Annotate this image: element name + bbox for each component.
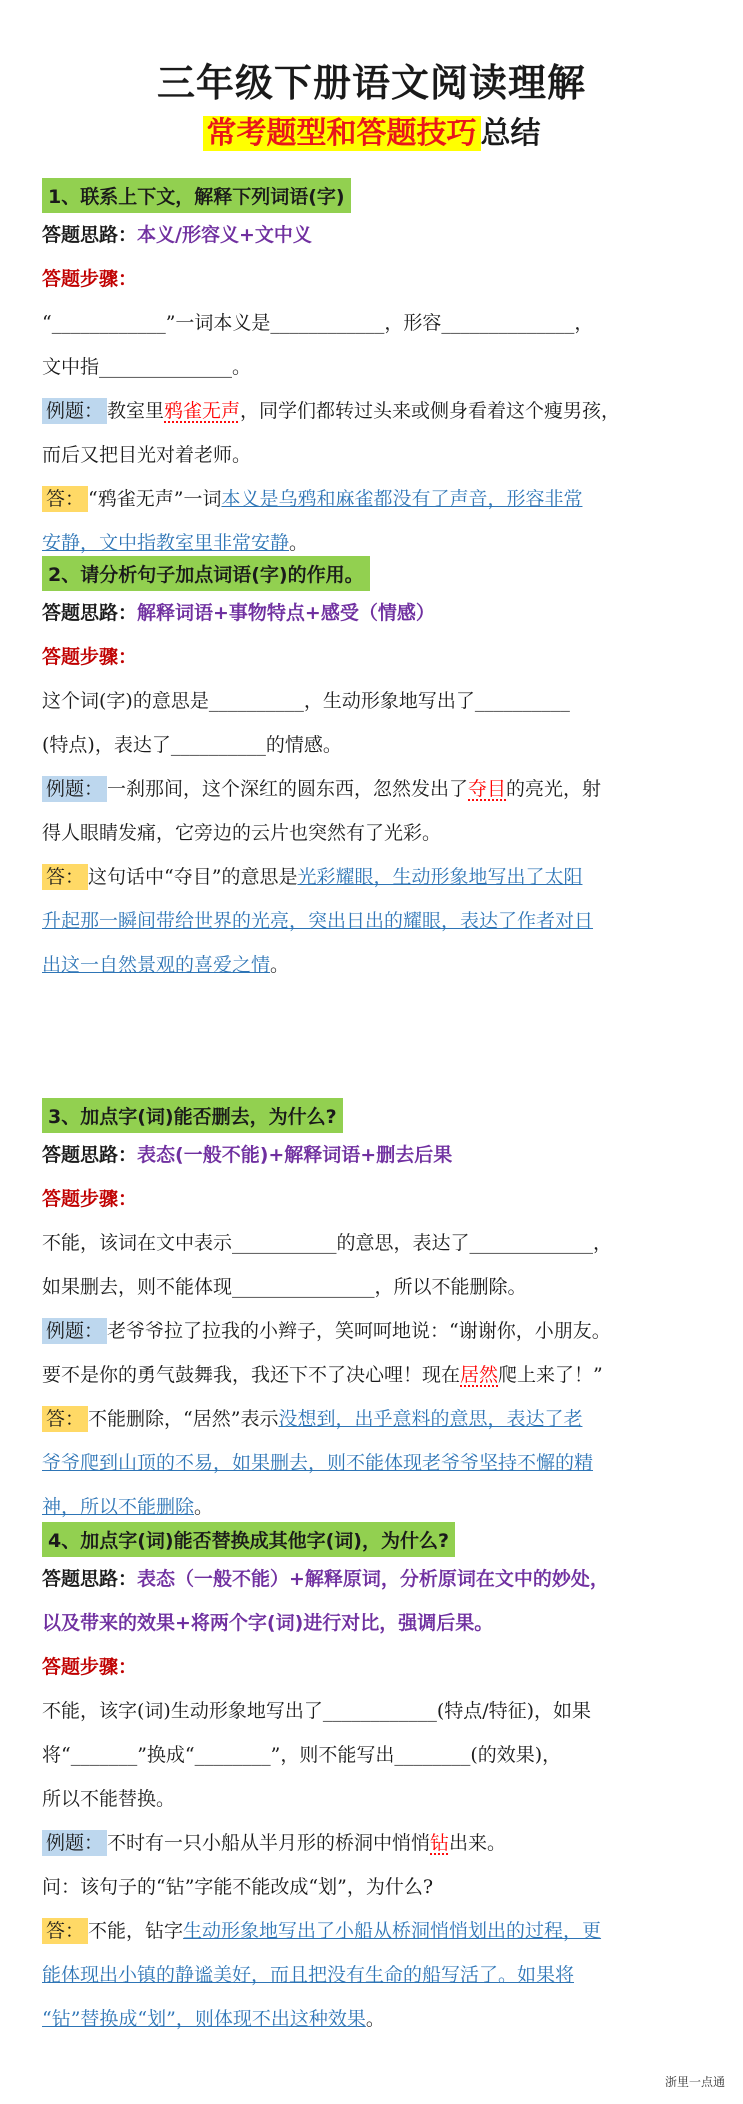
- key-word: 居然: [460, 1364, 499, 1386]
- answer-text: 出这一自然景观的喜爱之情: [42, 954, 271, 976]
- answer-text: 升起那一瞬间带给世界的光亮，突出日出的耀眼，表达了作者对日: [42, 910, 594, 932]
- idea-label: 答题思路：: [42, 1144, 138, 1166]
- section-2-idea: 解释词语+事物特点+感受（情感）: [137, 602, 435, 624]
- example-text: ，同学们都转过头来或侧身看着这个瘦男孩，: [240, 400, 621, 422]
- section-1-step-2: 文中指______________。: [42, 356, 252, 378]
- idea-label: 答题思路：: [42, 1568, 138, 1590]
- answer-text: 没想到，出乎意料的意思，表达了老: [278, 1408, 583, 1430]
- answer-text: 这句话中“夺目”的意思是: [88, 866, 298, 888]
- answer-text: “钻”替换成“划”，则体现不出这种效果: [42, 2008, 366, 2030]
- section-2-step-1: 这个词(字)的意思是__________，生动形象地写出了__________: [42, 690, 570, 712]
- section-3-step-2: 如果删去，则不能体现_______________，所以不能删除。: [42, 1276, 527, 1298]
- section-4-idea: 以及带来的效果+将两个字(词)进行对比，强调后果。: [42, 1612, 494, 1634]
- section-4-step-2: 将“_______”换成“________”，则不能写出________(的效果)，: [42, 1744, 562, 1766]
- section-4: [42, 1522, 702, 2041]
- section-3: [42, 1098, 702, 1529]
- question-text: 问：该句子的“钻”字能不能改成“划”，为什么?: [42, 1876, 434, 1898]
- subtitle-rest: 总结: [480, 116, 541, 151]
- subtitle-highlight: 常考题型和答题技巧: [203, 116, 481, 151]
- page-subtitle: [0, 108, 743, 152]
- answer-text: 爷爷爬到山顶的不易，如果删去，则不能体现老爷爷坚持不懈的精: [42, 1452, 594, 1474]
- key-word: 鸦雀无声: [164, 400, 241, 422]
- example-text: 的亮光，射: [506, 778, 602, 800]
- answer-text: 不能删除，“居然”表示: [88, 1408, 279, 1430]
- idea-label: 答题思路：: [42, 224, 138, 246]
- section-3-heading: 3、加点字(词)能否删去，为什么?: [42, 1098, 343, 1133]
- example-text: 爬上来了！”: [498, 1364, 603, 1386]
- page-title: 三年级下册语文阅读理解: [156, 61, 586, 105]
- example-label: 例题：: [42, 1830, 107, 1856]
- answer-text: 。: [194, 1496, 214, 1518]
- answer-text: 能体现出小镇的静谧美好，而且把没有生命的船写活了。如果将: [42, 1964, 575, 1986]
- answer-text: 神，所以不能删除: [42, 1496, 195, 1518]
- section-1-idea: 本义/形容义+文中义: [137, 224, 312, 246]
- answer-text: 本义是乌鸦和麻雀都没有了声音，形容非常: [221, 488, 583, 510]
- answer-text: 光彩耀眼，生动形象地写出了太阳: [297, 866, 583, 888]
- steps-label: 答题步骤：: [42, 1188, 138, 1210]
- steps-label: 答题步骤：: [42, 268, 138, 290]
- example-text: 老爷爷拉了拉我的小辫子，笑呵呵地说：“谢谢你，小朋友。: [107, 1320, 611, 1342]
- key-word: 夺目: [468, 778, 507, 800]
- section-1: [42, 178, 702, 565]
- section-4-step-1: 不能，该字(词)生动形象地写出了____________(特点/特征)，如果: [42, 1700, 592, 1722]
- answer-label: 答：: [42, 1918, 88, 1944]
- section-1-step-1: “____________”一词本义是____________，形容______________，: [42, 312, 594, 334]
- steps-label: 答题步骤：: [42, 1656, 138, 1678]
- answer-text: 。: [289, 532, 309, 554]
- example-text: 出来。: [449, 1832, 507, 1854]
- example-text: 不时有一只小船从半月形的桥洞中悄悄: [107, 1832, 431, 1854]
- example-label: 例题：: [42, 776, 107, 802]
- answer-text: 不能，钻字: [88, 1920, 184, 1942]
- section-2-step-2: (特点)，表达了__________的情感。: [42, 734, 342, 756]
- section-2: [42, 556, 702, 987]
- example-label: 例题：: [42, 398, 107, 424]
- watermark-text: 浙里一点通: [664, 2075, 725, 2089]
- section-4-heading: 4、加点字(词)能否替换成其他字(词)，为什么?: [42, 1522, 455, 1557]
- example-text: 教室里: [107, 400, 165, 422]
- answer-text: “鸦雀无声”一词: [88, 488, 222, 510]
- answer-text: 。: [365, 2008, 385, 2030]
- example-text: 得人眼睛发痛，它旁边的云片也突然有了光彩。: [42, 822, 442, 844]
- idea-label: 答题思路：: [42, 602, 138, 624]
- steps-label: 答题步骤：: [42, 646, 138, 668]
- section-3-step-1: 不能，该词在文中表示___________的意思，表达了_____________，: [42, 1232, 613, 1254]
- section-3-idea: 表态(一般不能)+解释词语+删去后果: [137, 1144, 453, 1166]
- answer-label: 答：: [42, 1406, 88, 1432]
- answer-text: 生动形象地写出了小船从桥洞悄悄划出的过程，更: [183, 1920, 602, 1942]
- section-1-heading: 1、联系上下文，解释下列词语(字): [42, 178, 351, 213]
- answer-label: 答：: [42, 864, 88, 890]
- section-4-step-3: 所以不能替换。: [42, 1788, 176, 1810]
- answer-text: 。: [270, 954, 290, 976]
- key-word: 钻: [430, 1832, 450, 1854]
- example-label: 例题：: [42, 1318, 107, 1344]
- example-text: 而后又把目光对着老师。: [42, 444, 252, 466]
- answer-text: 安静，文中指教室里非常安静: [42, 532, 290, 554]
- answer-label: 答：: [42, 486, 88, 512]
- example-text: 要不是你的勇气鼓舞我，我还下不了决心哩！现在: [42, 1364, 461, 1386]
- example-text: 一刹那间，这个深红的圆东西，忽然发出了: [107, 778, 469, 800]
- section-4-idea: 表态（一般不能）+解释原词，分析原词在文中的妙处，: [137, 1568, 609, 1590]
- section-2-heading: 2、请分析句子加点词语(字)的作用。: [42, 556, 370, 591]
